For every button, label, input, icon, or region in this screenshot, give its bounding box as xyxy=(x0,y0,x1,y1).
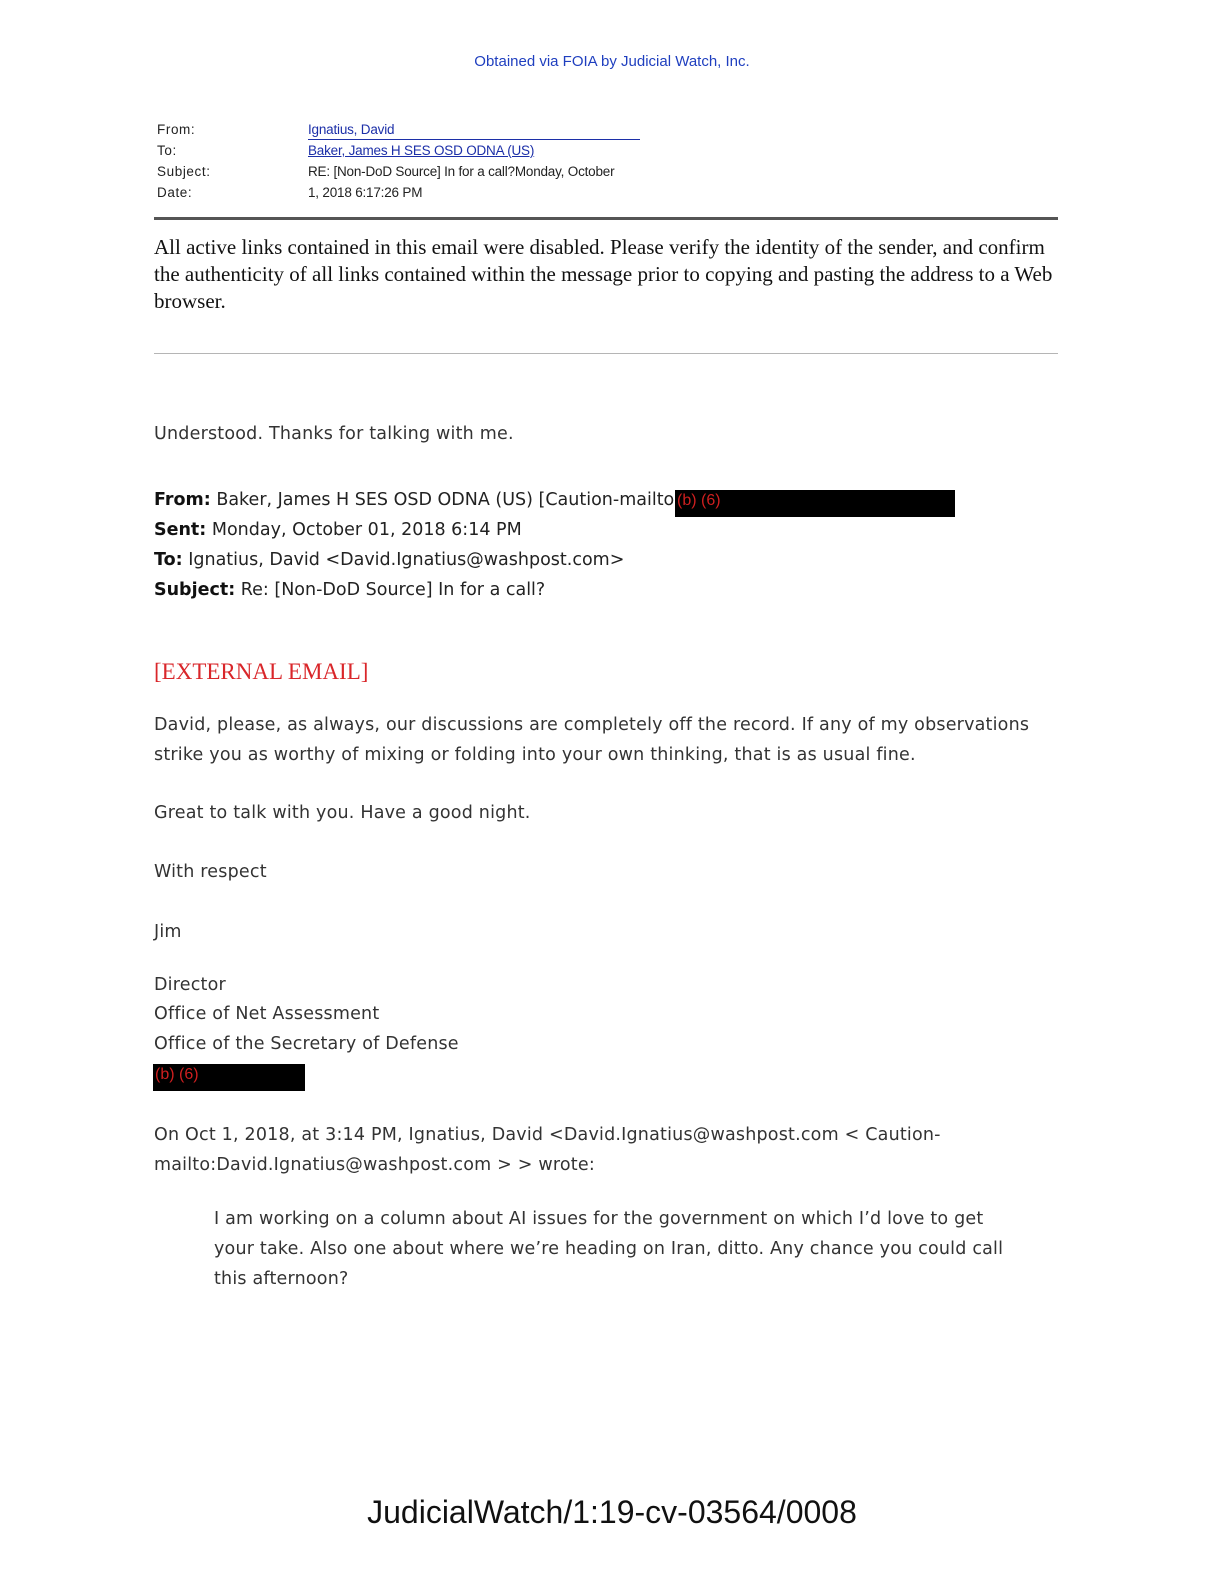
date-label: Date: xyxy=(157,185,193,200)
message-paragraph-1: David, please, as always, our discussions are completely off the record. If any of my observations strike you as worthy of mixing or folding into your own thinking, that is as usual fine. xyxy=(154,715,1030,765)
document-id-footer: JudicialWatch/1:19-cv-03564/0008 xyxy=(367,1494,857,1530)
message-paragraph-2: Great to talk with you. Have a good night. xyxy=(154,803,531,823)
fwd-subject-label: Subject: xyxy=(154,580,236,600)
fwd-to-value: Ignatius, David <David.Ignatius@washpost.com> xyxy=(188,550,625,570)
subject-value: RE: [Non-DoD Source] In for a call?Monday, October xyxy=(308,164,615,179)
signature-redaction-box xyxy=(153,1064,305,1091)
fwd-to-label: To: xyxy=(154,550,183,570)
fwd-from-label: From: xyxy=(154,490,211,510)
signature-org: Office of the Secretary of Defense xyxy=(154,1034,459,1054)
message-signature-name: Jim xyxy=(154,922,182,942)
fwd-to-line xyxy=(154,550,624,570)
fwd-from-value: Baker, James H SES OSD ODNA (US) [Caution-mailto xyxy=(216,490,675,510)
from-value-link[interactable]: Ignatius, David xyxy=(308,122,395,137)
to-label: To: xyxy=(157,143,177,158)
redaction-code: (b) (6) xyxy=(677,492,721,509)
signature-title: Director xyxy=(154,975,226,995)
link-disabled-notice: All active links contained in this email were disabled. Please verify the identity of the sender, and confirm the authenticity of all links contained within the message prior to copying and pasting the address to a Web browser. xyxy=(154,235,1053,313)
subject-label: Subject: xyxy=(157,164,211,179)
fwd-sent-line xyxy=(154,520,522,540)
header-divider xyxy=(154,217,1058,220)
date-value: 1, 2018 6:17:26 PM xyxy=(308,185,423,200)
external-email-tag: [EXTERNAL EMAIL] xyxy=(154,659,369,684)
from-link-underline xyxy=(308,139,640,140)
foia-watermark: Obtained via FOIA by Judicial Watch, Inc. xyxy=(474,53,750,70)
fwd-from-line xyxy=(154,490,674,510)
to-value-link[interactable]: Baker, James H SES OSD ODNA (US) xyxy=(308,143,535,158)
notice-divider xyxy=(154,353,1058,354)
signature-redaction-code: (b) (6) xyxy=(155,1066,199,1083)
from-label: From: xyxy=(157,122,196,137)
reply-text: Understood. Thanks for talking with me. xyxy=(154,424,514,444)
fwd-subject-line xyxy=(154,580,545,600)
quoted-intro: On Oct 1, 2018, at 3:14 PM, Ignatius, David <David.Ignatius@washpost.com < Caution-mailto:David.Ignatius@washpost.com > > wrote: xyxy=(154,1125,941,1175)
fwd-sent-label: Sent: xyxy=(154,520,207,540)
fwd-sent-value: Monday, October 01, 2018 6:14 PM xyxy=(211,520,522,540)
fwd-subject-value: Re: [Non-DoD Source] In for a call? xyxy=(240,580,546,600)
signature-office: Office of Net Assessment xyxy=(154,1004,380,1024)
message-closing: With respect xyxy=(154,862,267,882)
redaction-box xyxy=(675,490,955,517)
quoted-message: I am working on a column about AI issues for the government on which I’d love to get your take. Also one about where we’re heading on Iran, ditto. Any chance you could call this afternoon? xyxy=(214,1209,1004,1289)
